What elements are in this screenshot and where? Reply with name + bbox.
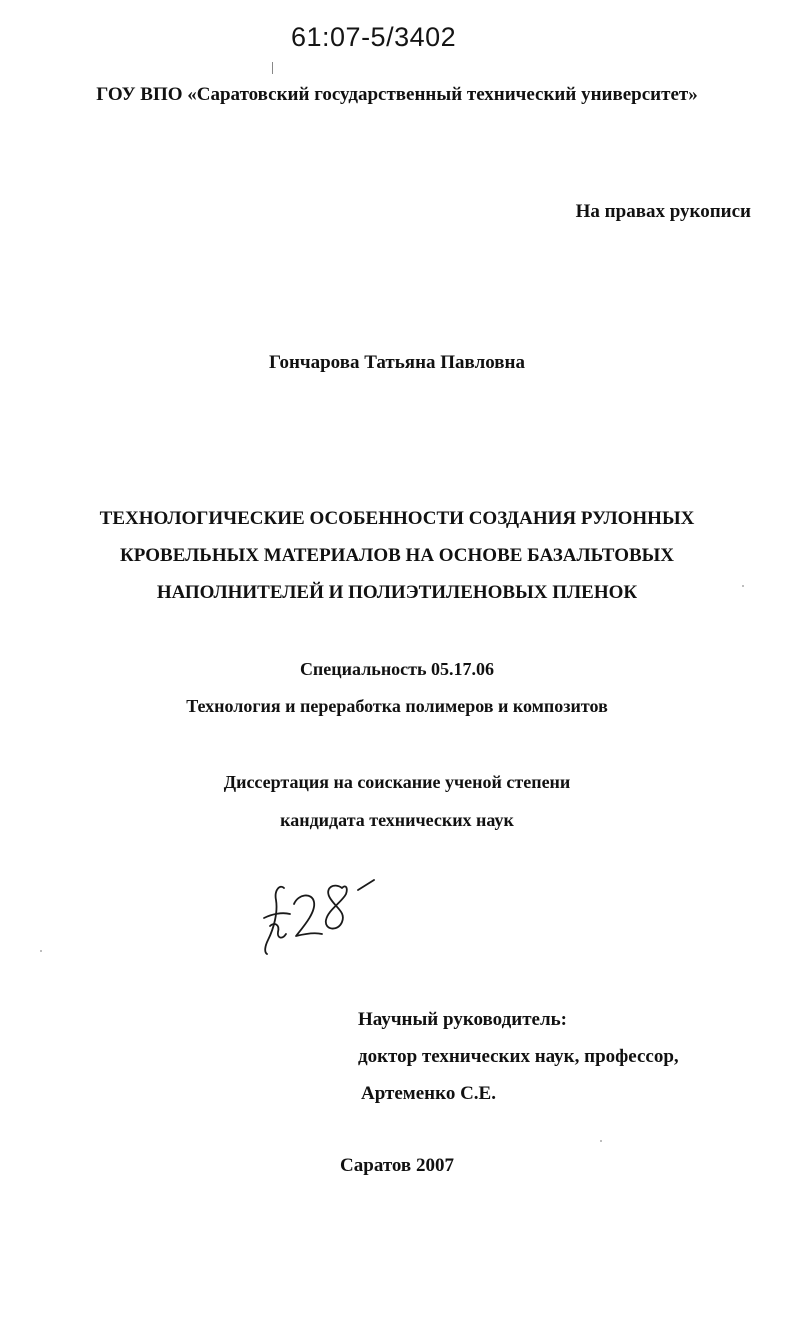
supervisor-label: Научный руководитель:	[358, 1009, 567, 1030]
supervisor-name: Артеменко С.Е.	[361, 1083, 496, 1104]
supervisor-block	[358, 1001, 679, 1112]
title-line-2: КРОВЕЛЬНЫХ МАТЕРИАЛОВ НА ОСНОВЕ БАЗАЛЬТОВЫХ	[119, 545, 675, 566]
manuscript-rights-note: На правах рукописи	[575, 201, 751, 222]
supervisor-title: доктор технических наук, профессор,	[358, 1046, 679, 1067]
stamp-tick-mark	[272, 62, 273, 74]
dissertation-title	[40, 500, 754, 611]
title-line-3: НАПОЛНИТЕЛЕЙ И ПОЛИЭТИЛЕНОВЫХ ПЛЕНОК	[156, 582, 638, 603]
degree-line-2: кандидата технических наук	[280, 810, 514, 830]
title-line-1: ТЕХНОЛОГИЧЕСКИЕ ОСОБЕННОСТИ СОЗДАНИЯ РУЛОННЫХ	[99, 508, 695, 529]
university-name: ГОУ ВПО «Саратовский государственный технический университет»	[96, 84, 698, 105]
degree-line-1: Диссертация на соискание ученой степени	[223, 772, 571, 792]
city-year: Саратов 2007	[340, 1155, 454, 1176]
specialty-code: Специальность 05.17.06	[299, 659, 495, 679]
specialty-name: Технология и переработка полимеров и композитов	[186, 696, 608, 716]
author-name: Гончарова Татьяна Павловна	[269, 352, 525, 373]
handwritten-mark	[250, 868, 390, 958]
archive-stamp-code: 61:07-5/3402	[291, 22, 457, 52]
scan-speck	[742, 585, 744, 587]
scan-speck	[40, 950, 42, 952]
scan-speck	[600, 1140, 602, 1142]
